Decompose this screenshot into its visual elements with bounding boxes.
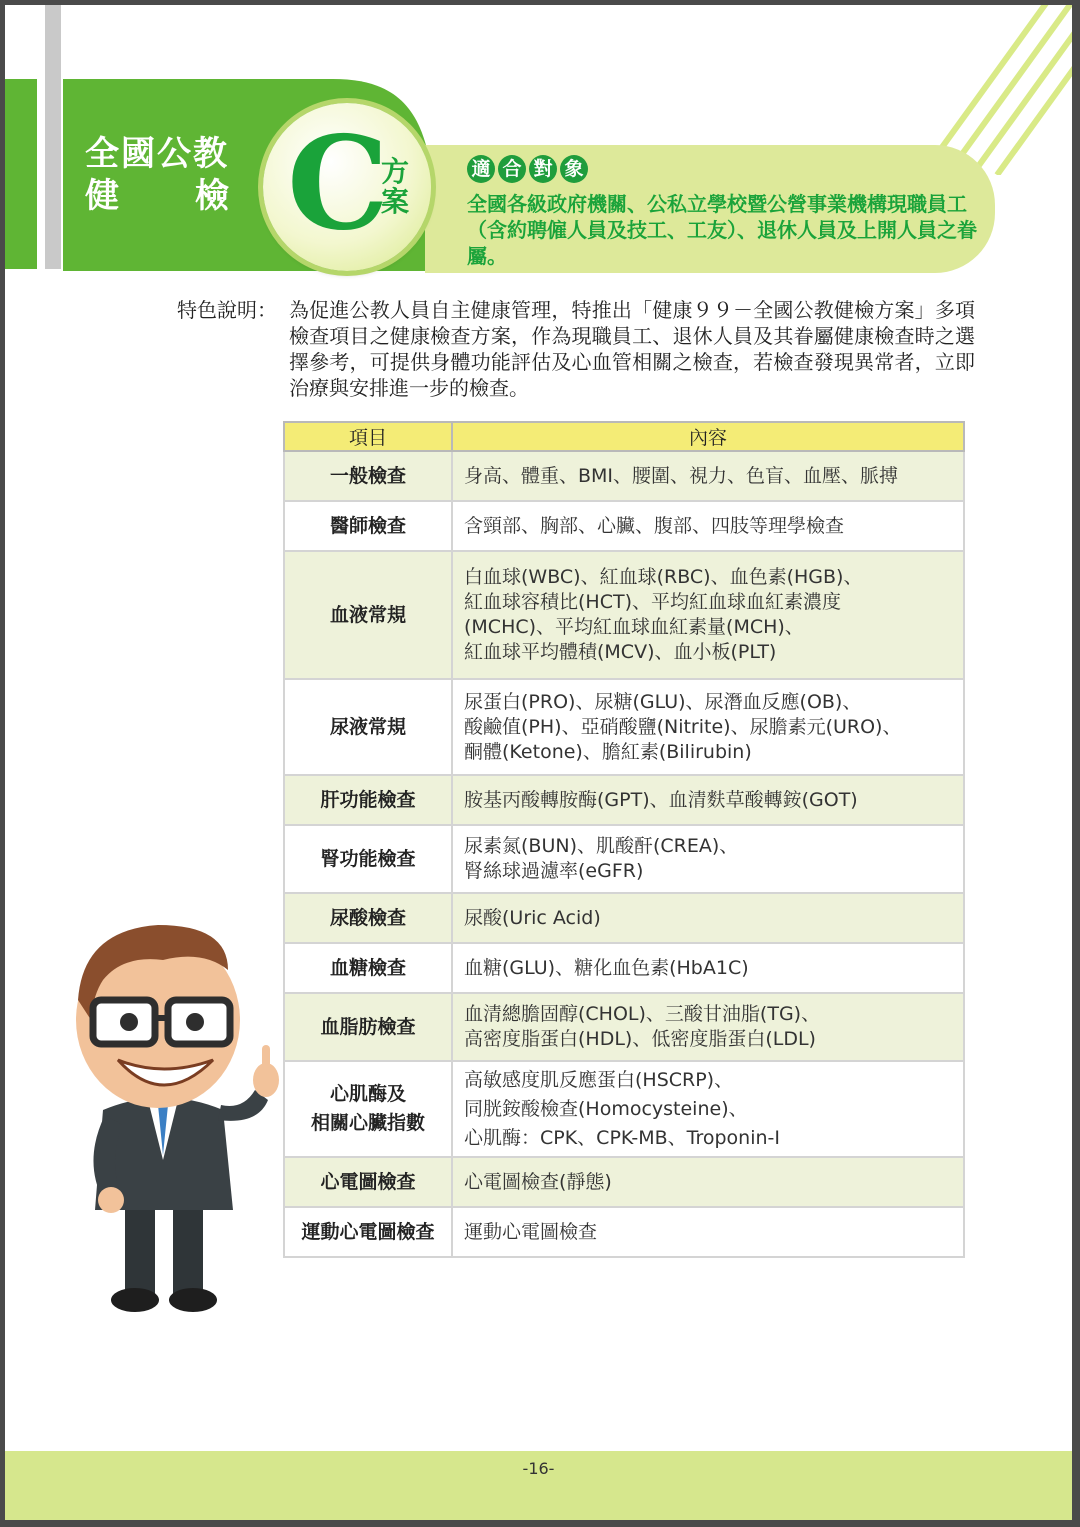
exam-item-content (452, 893, 964, 943)
exam-item-content (452, 943, 964, 993)
table-row (284, 893, 964, 943)
exam-item-name (284, 1061, 452, 1157)
plan-c-badge (263, 103, 431, 271)
exam-content-line: 含頸部、胸部、心臟、腹部、四肢等理學檢查 (464, 514, 845, 537)
exam-item-name (284, 451, 452, 501)
intro-label: 特色說明： (177, 298, 277, 322)
exam-content-line: 高敏感度肌反應蛋白(HSCRP)、 (464, 1068, 734, 1091)
title-line-2 (85, 175, 231, 217)
exam-item-content (452, 993, 964, 1061)
exam-content-line: 尿素氮(BUN)、肌酸酐(CREA)、 (464, 835, 739, 857)
title-line-2-right: 檢 (195, 176, 231, 216)
exam-item-content (452, 1157, 964, 1207)
exam-item-name (284, 943, 452, 993)
exam-item-line: 血糖檢查 (329, 956, 406, 979)
exam-item-line: 心肌酶及 (329, 1083, 406, 1105)
exam-content-line: 同胱銨酸檢查(Homocysteine)、 (464, 1097, 748, 1120)
exam-item-name (284, 775, 452, 825)
exam-item-name (284, 993, 452, 1061)
exam-item-content (452, 1061, 964, 1157)
exam-item-line: 一般檢查 (329, 464, 406, 487)
exam-content-line: 胺基丙酸轉胺酶(GPT)、血清麩草酸轉銨(GOT) (464, 788, 858, 811)
exam-content-line: 血糖(GLU)、糖化血色素(HbA1C) (464, 956, 749, 979)
table-row (284, 551, 964, 679)
decorative-green-bar (5, 79, 37, 269)
title-line-2-left: 健 (85, 176, 121, 216)
exam-item-line: 腎功能檢查 (320, 847, 416, 870)
table-row (284, 451, 964, 501)
table-row (284, 1061, 964, 1157)
intro-text: 為促進公教人員自主健康管理，特推出「健康９９－全國公教健檢方案」多項檢查項目之健康檢查方案，作為現職員工、退休人員及其眷屬健康檢查時之選擇參考，可提供身體功能評估及心血管相關之檢查，若檢查發現異常者，立即治療與安排進一步的檢查。 (289, 298, 975, 400)
exam-content-line: 尿蛋白(PRO)、尿糖(GLU)、尿潛血反應(OB)、 (464, 690, 862, 713)
plan-word: 方案 (381, 155, 410, 218)
table-header-row (284, 422, 964, 451)
table-row (284, 679, 964, 775)
exam-item-name (284, 825, 452, 893)
exam-item-line: 血液常規 (329, 603, 406, 626)
exam-content-line: 腎絲球過濾率(eGFR) (464, 860, 644, 882)
target-label-char: 象 (560, 155, 588, 183)
exam-items-table (283, 421, 965, 1258)
exam-content-line: 尿酸(Uric Acid) (464, 906, 601, 929)
exam-item-content (452, 679, 964, 775)
page-number: -16- (522, 1459, 555, 1478)
exam-item-name (284, 1157, 452, 1207)
table-row (284, 501, 964, 551)
target-label-char: 適 (467, 155, 495, 183)
table-row (284, 775, 964, 825)
exam-content-line: 酮體(Ketone)、膽紅素(Bilirubin) (464, 740, 752, 763)
plan-letter: C (287, 109, 389, 259)
exam-content-line: 高密度脂蛋白(HDL)、低密度脂蛋白(LDL) (464, 1028, 816, 1050)
exam-item-line: 尿酸檢查 (329, 906, 406, 929)
exam-item-content (452, 501, 964, 551)
table-row (284, 1157, 964, 1207)
exam-content-line: 身高、體重、BMI、腰圍、視力、色盲、血壓、脈搏 (464, 464, 899, 487)
table-row (284, 943, 964, 993)
exam-item-line: 肝功能檢查 (320, 788, 416, 811)
exam-content-line: 心肌酶：CPK、CPK-MB、Troponin-I (464, 1126, 780, 1149)
exam-item-name (284, 501, 452, 551)
exam-item-line: 尿液常規 (329, 715, 406, 738)
table-row (284, 1207, 964, 1257)
mascot-illustration (63, 910, 293, 1320)
target-label-char: 合 (498, 155, 526, 183)
exam-item-content (452, 551, 964, 679)
table-row (284, 825, 964, 893)
exam-item-name (284, 893, 452, 943)
exam-item-content (452, 775, 964, 825)
exam-item-name (284, 551, 452, 679)
exam-item-name (284, 679, 452, 775)
table-row (284, 993, 964, 1061)
exam-content-line: 運動心電圖檢查 (464, 1220, 598, 1243)
exam-item-content (452, 1207, 964, 1257)
document-page (5, 5, 1072, 1520)
page-title (85, 133, 231, 217)
column-header-item: 項目 (284, 422, 452, 451)
exam-item-content (452, 825, 964, 893)
title-line-1: 全國公教 (85, 134, 229, 174)
exam-content-line: 紅血球平均體積(MCV)、血小板(PLT) (464, 641, 777, 663)
exam-content-line: 血清總膽固醇(CHOL)、三酸甘油脂(TG)、 (464, 1003, 821, 1025)
exam-item-line: 相關心臟指數 (310, 1112, 425, 1134)
target-label-char: 對 (529, 155, 557, 183)
exam-item-content (452, 451, 964, 501)
exam-content-line: 酸鹼值(PH)、亞硝酸鹽(Nitrite)、尿膽素元(URO)、 (464, 715, 902, 738)
exam-content-line: 心電圖檢查(靜態) (464, 1170, 612, 1193)
target-audience-text: 全國各級政府機關、公私立學校暨公營事業機構現職員工（含約聘僱人員及技工、工友）、退休人員及上開人員之眷屬。 (467, 192, 977, 268)
exam-item-name (284, 1207, 452, 1257)
exam-item-line: 血脂肪檢查 (320, 1015, 416, 1038)
exam-item-line: 心電圖檢查 (320, 1170, 416, 1193)
exam-item-line: 醫師檢查 (329, 514, 406, 537)
exam-content-line: (MCHC)、平均紅血球血紅素量(MCH)、 (464, 616, 804, 638)
decorative-grey-bar (45, 5, 61, 269)
exam-item-line: 運動心電圖檢查 (301, 1220, 435, 1243)
exam-content-line: 紅血球容積比(HCT)、平均紅血球血紅素濃度 (464, 591, 841, 613)
column-header-content: 內容 (452, 422, 964, 451)
target-audience-label (467, 155, 588, 183)
exam-content-line: 白血球(WBC)、紅血球(RBC)、血色素(HGB)、 (464, 566, 863, 588)
